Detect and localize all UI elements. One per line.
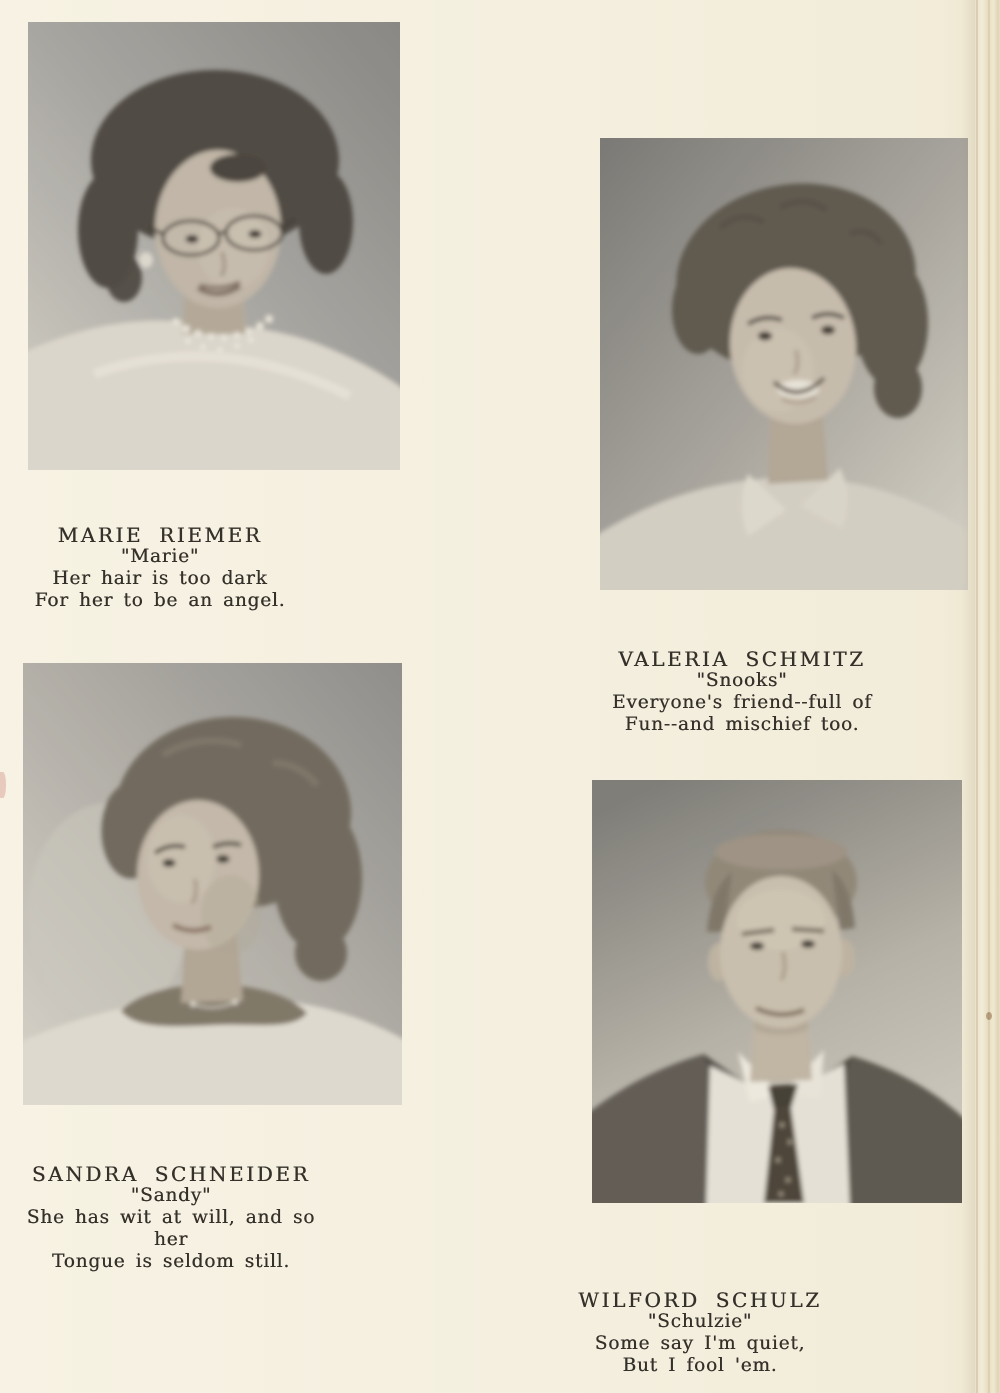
student-nickname: "Schulzie" <box>647 1311 753 1332</box>
page-blemish <box>0 772 6 798</box>
woman-smiling-portrait <box>600 138 968 590</box>
student-name: SANDRA SCHNEIDER <box>31 1162 311 1186</box>
portrait-photo-wilford-schulz <box>592 780 962 1203</box>
page-blemish <box>986 1012 992 1020</box>
student-nickname: "Snooks" <box>696 670 788 691</box>
page-curl-shadow <box>961 0 975 1393</box>
student-quote-line2: Tongue is seldom still. <box>51 1251 291 1272</box>
caption-valeria-schmitz <box>592 648 892 736</box>
student-name: VALERIA SCHMITZ <box>618 647 866 671</box>
book-page-edge <box>975 0 1000 1393</box>
student-quote-line1: She has wit at will, and so her <box>26 1207 316 1250</box>
man-suit-tie-portrait <box>592 780 962 1203</box>
portrait-photo-sandra-schneider <box>23 663 402 1105</box>
student-quote-line1: Her hair is too dark <box>52 568 268 589</box>
student-nickname: "Sandy" <box>130 1185 212 1206</box>
caption-wilford-schulz <box>550 1289 850 1377</box>
student-nickname: "Marie" <box>120 546 200 567</box>
student-quote-line2: Fun--and mischief too. <box>624 714 860 735</box>
portrait-photo-valeria-schmitz <box>600 138 968 590</box>
caption-sandra-schneider <box>16 1163 326 1273</box>
student-quote-line1: Some say I'm quiet, <box>594 1333 806 1354</box>
student-name: WILFORD SCHULZ <box>578 1288 822 1312</box>
woman-gazing-left-portrait <box>23 663 402 1105</box>
student-quote-line1: Everyone's friend--full of <box>612 692 872 713</box>
caption-marie-riemer <box>10 524 310 612</box>
woman-glasses-pearl-necklace-portrait <box>28 22 400 470</box>
student-quote-line2: For her to be an angel. <box>34 590 286 611</box>
student-quote-line2: But I fool 'em. <box>622 1355 778 1376</box>
student-name: MARIE RIEMER <box>57 523 263 547</box>
portrait-photo-marie-riemer <box>28 22 400 470</box>
